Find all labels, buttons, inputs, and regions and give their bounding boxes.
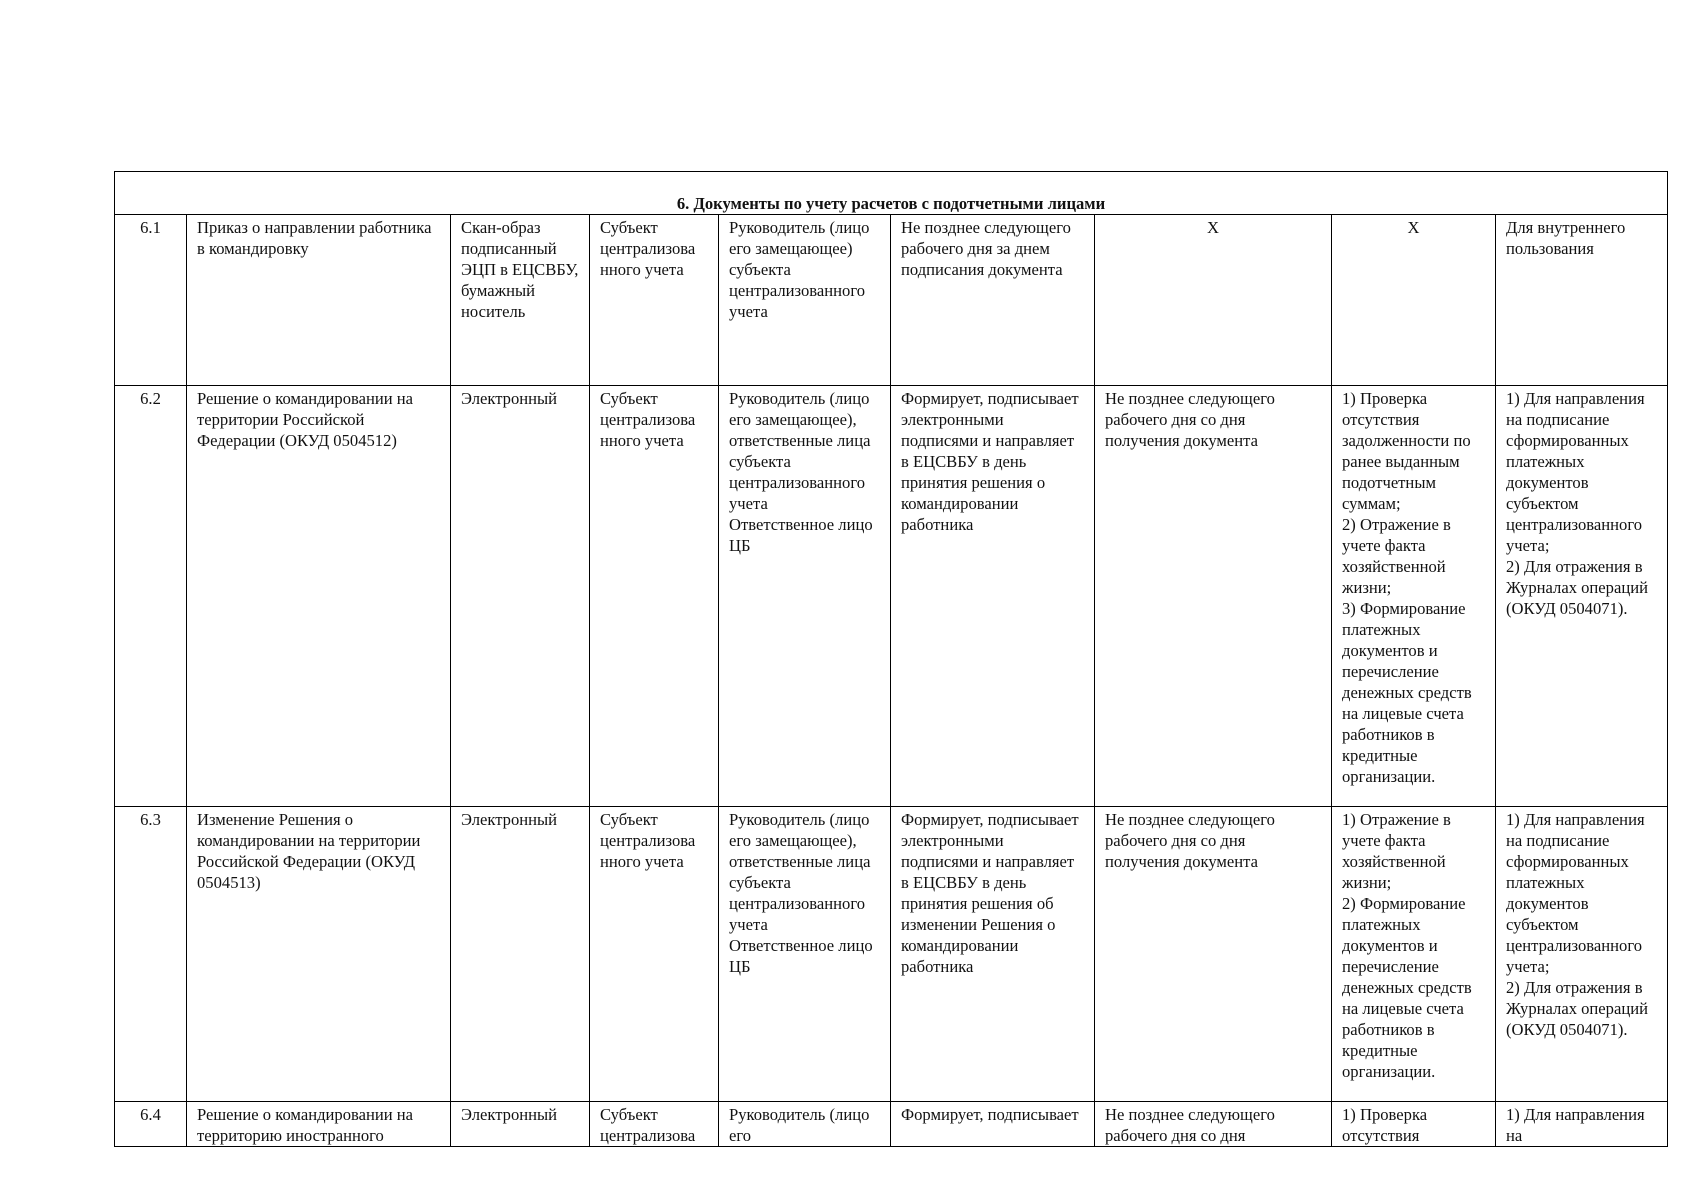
document-signer: Руководитель (лицо его замещающее), ответственные лица субъекта централизованного учета Ответственное лицо ЦБ — [719, 807, 891, 1102]
document-form: Скан-образ подписанный ЭЦП в ЕЦСВБУ, бумажный носитель — [451, 215, 590, 386]
document-name: Изменение Решения о командировании на территории Российской Федерации (ОКУД 0504513) — [187, 807, 451, 1102]
document-creator: Субъект централизова нного учета — [590, 215, 719, 386]
document-purpose: 1) Для направления на подписание сформированных платежных документов субъектом централизованного учета; 2) Для отражения в Журналах операций (ОКУД 0504071). — [1496, 386, 1668, 807]
cb-actions: 1) Проверка отсутствия — [1332, 1102, 1496, 1147]
document-signer: Руководитель (лицо его замещающее) субъекта централизованного учета — [719, 215, 891, 386]
submission-deadline: Формирует, подписывает электронными подписями и направляет в ЕЦСВБУ в день принятия решения об изменении Решения о командировании работника — [891, 807, 1095, 1102]
receive-deadline: Не позднее следующего рабочего дня со дня получения документа — [1095, 807, 1332, 1102]
row-number: 6.2 — [115, 386, 187, 807]
submission-deadline: Формирует, подписывает — [891, 1102, 1095, 1147]
document-creator: Субъект централизова нного учета — [590, 386, 719, 807]
receive-deadline: Не позднее следующего рабочего дня со дня — [1095, 1102, 1332, 1147]
receive-deadline: Не позднее следующего рабочего дня со дня получения документа — [1095, 386, 1332, 807]
cb-actions: 1) Проверка отсутствия задолженности по ранее выданным подотчетным суммам; 2) Отражение в учете факта хозяйственной жизни; 3) Формирование платежных документов и перечисление денежных средств на лицевые счета работников в кредитные организации. — [1332, 386, 1496, 807]
document-name: Решение о командировании на территорию иностранного — [187, 1102, 451, 1147]
submission-deadline: Формирует, подписывает электронными подписями и направляет в ЕЦСВБУ в день принятия решения о командировании работника — [891, 386, 1095, 807]
document-creator: Субъект централизова — [590, 1102, 719, 1147]
document-signer: Руководитель (лицо его замещающее), ответственные лица субъекта централизованного учета Ответственное лицо ЦБ — [719, 386, 891, 807]
receive-deadline: X — [1095, 215, 1332, 386]
document-form: Электронный — [451, 807, 590, 1102]
document-purpose: 1) Для направления на — [1496, 1102, 1668, 1147]
submission-deadline: Не позднее следующего рабочего дня за днем подписания документа — [891, 215, 1095, 386]
cb-actions: X — [1332, 215, 1496, 386]
document-name: Приказ о направлении работника в командировку — [187, 215, 451, 386]
table-row — [115, 1102, 1668, 1147]
document-purpose: 1) Для направления на подписание сформированных платежных документов субъектом централизованного учета; 2) Для отражения в Журналах операций (ОКУД 0504071). — [1496, 807, 1668, 1102]
row-number: 6.4 — [115, 1102, 187, 1147]
cb-actions: 1) Отражение в учете факта хозяйственной жизни; 2) Формирование платежных документов и перечисление денежных средств на лицевые счета работников в кредитные организации. — [1332, 807, 1496, 1102]
section-title: 6. Документы по учету расчетов с подотчетными лицами — [115, 172, 1668, 215]
document-purpose: Для внутреннего пользования — [1496, 215, 1668, 386]
document-form: Электронный — [451, 386, 590, 807]
document-name: Решение о командировании на территории Российской Федерации (ОКУД 0504512) — [187, 386, 451, 807]
document-creator: Субъект централизова нного учета — [590, 807, 719, 1102]
row-number: 6.1 — [115, 215, 187, 386]
document-form: Электронный — [451, 1102, 590, 1147]
table-row — [115, 807, 1668, 1102]
document-signer: Руководитель (лицо его — [719, 1102, 891, 1147]
table-row — [115, 386, 1668, 807]
section-header-row — [115, 172, 1668, 215]
row-number: 6.3 — [115, 807, 187, 1102]
table-row — [115, 215, 1668, 386]
documents-table — [114, 171, 1668, 1147]
